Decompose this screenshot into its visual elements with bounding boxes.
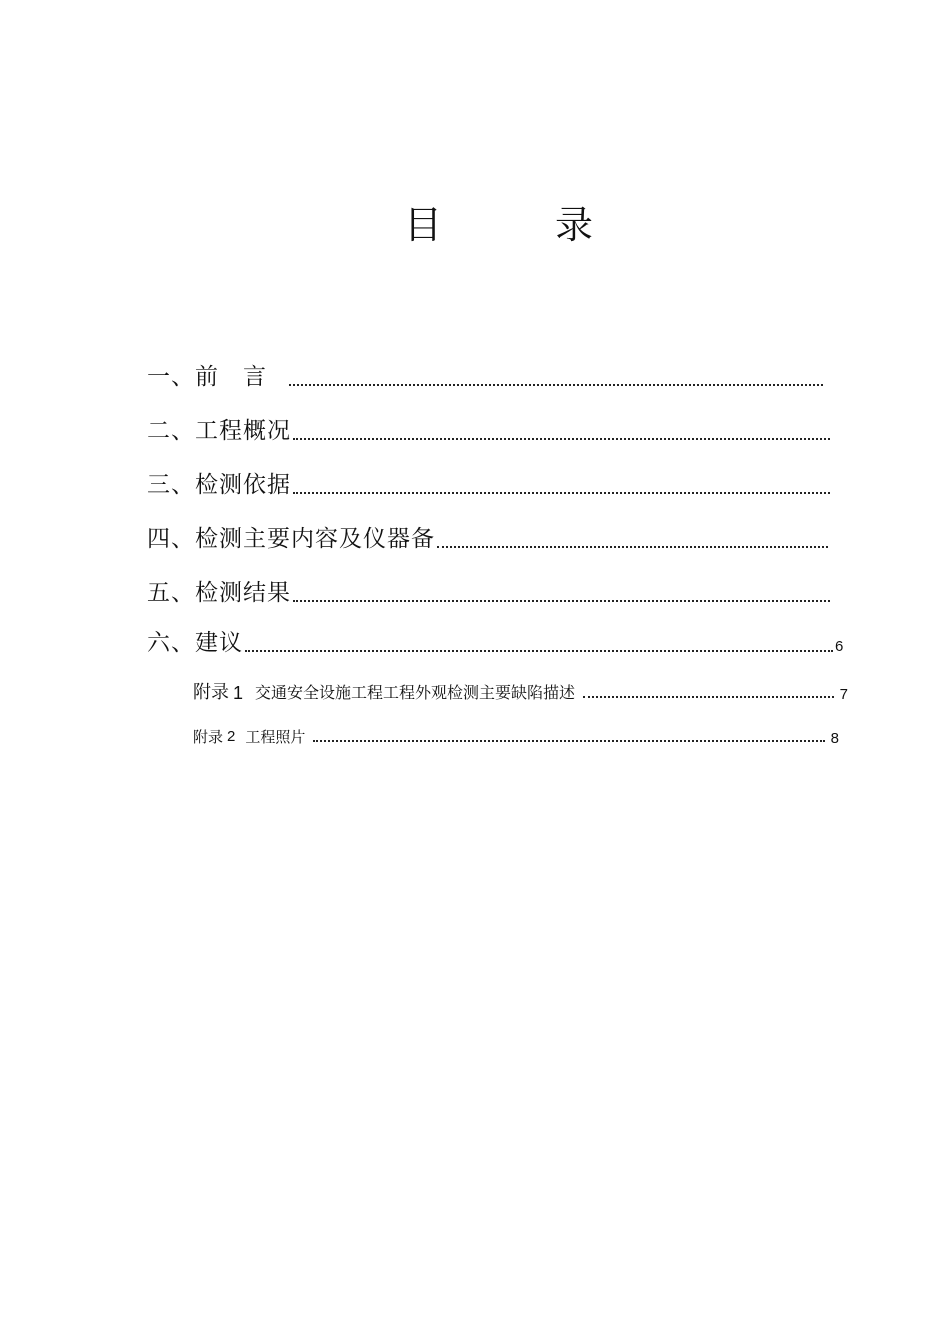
dot-leader [437,524,828,554]
toc-appendix-1[interactable] [193,680,848,706]
appendix-number: 1 [233,683,244,703]
dot-leader [289,362,823,392]
toc-entry-label: 四、检测主要内容及仪器备 [147,526,435,552]
appendix-page: 7 [839,686,848,703]
toc-entry-suggestions[interactable] [147,628,845,658]
toc-entry-label: 一、前 言 [147,364,267,390]
toc-entry-preface[interactable] [147,362,835,392]
toc-entry-inspection-basis[interactable] [147,470,842,500]
dot-leader [583,680,834,706]
toc-entry-label: 二、工程概况 [147,418,291,444]
toc-appendix-2[interactable] [193,724,839,750]
toc-entry-label: 五、检测结果 [147,580,291,606]
toc-title [0,200,950,250]
toc-entry-inspection-content[interactable] [147,524,840,554]
appendix-prefix: 附录 [193,728,224,746]
toc-entry-label: 三、检测依据 [147,472,291,498]
appendix-title: 交通安全设施工程工程外观检测主要缺陷描述 [255,683,576,702]
dot-leader [313,724,824,750]
toc-entry-project-overview[interactable] [147,416,842,446]
title-char-1: 目 [404,203,443,247]
title-char-2: 录 [555,203,594,247]
toc-entry-label: 六、建议 [147,630,243,656]
dot-leader [245,628,833,658]
toc-entry-page: 6 [835,638,844,655]
dot-leader [293,470,830,500]
appendix-title: 工程照片 [245,728,306,746]
appendix-number: 2 [227,728,236,745]
dot-leader [293,416,830,446]
appendix-prefix: 附录 [193,682,229,703]
dot-leader [293,578,830,608]
toc-entry-inspection-results[interactable] [147,578,842,608]
appendix-page: 8 [830,730,839,747]
